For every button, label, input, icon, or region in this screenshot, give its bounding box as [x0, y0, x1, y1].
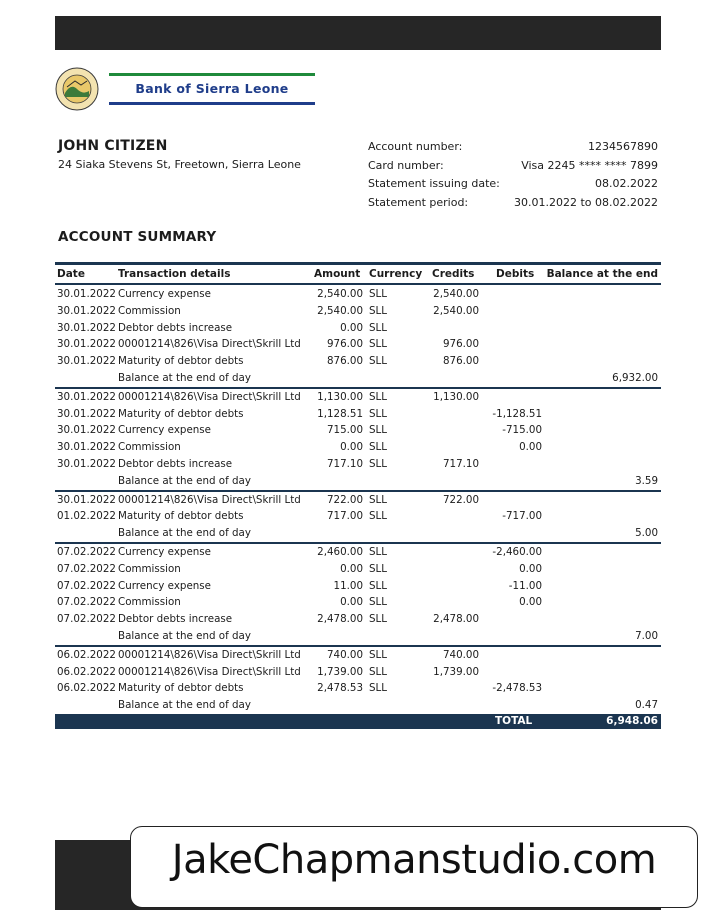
cell-details: Debtor debts increase: [118, 613, 233, 626]
cell-credits: 1,130.00: [433, 390, 479, 403]
cell-amount: 2,540.00: [317, 288, 363, 300]
cell-credits: 2,478.00: [433, 613, 479, 626]
info-value: Visa 2245 **** **** 7899: [521, 159, 658, 172]
cell-details: Balance at the end of day: [118, 474, 251, 487]
cell-currency: SLL: [369, 407, 388, 420]
info-label: Card number:: [368, 159, 444, 172]
header-credits: Credits: [432, 268, 475, 280]
cell-currency: SLL: [369, 613, 388, 626]
cell-amount: 2,478.00: [317, 613, 363, 626]
watermark-box: [130, 826, 698, 908]
cell-details: Balance at the end of day: [118, 629, 251, 642]
logo-green-line: [109, 73, 315, 76]
table-row: [55, 320, 661, 337]
cell-amount: 1,128.51: [317, 407, 363, 420]
cell-date: 07.02.2022: [57, 579, 116, 592]
cell-balance: 7.00: [635, 629, 658, 642]
total-value: 6,948.06: [606, 714, 658, 727]
cell-amount: 722.00: [326, 493, 363, 506]
cell-date: 30.01.2022: [57, 493, 116, 506]
table-row: [55, 647, 661, 664]
account-summary-title: ACCOUNT SUMMARY: [58, 229, 217, 245]
cell-details: 00001214\826\Visa Direct\Skrill Ltd: [118, 390, 301, 403]
cell-amount: 1,739.00: [317, 665, 363, 678]
cell-balance: 3.59: [635, 474, 658, 487]
cell-details: Balance at the end of day: [118, 371, 251, 384]
cell-debits: -1,128.51: [492, 407, 542, 420]
cell-credits: 717.10: [442, 457, 479, 470]
cell-amount: 2,460.00: [317, 545, 363, 558]
cell-credits: 1,739.00: [433, 665, 479, 678]
cell-details: Maturity of debtor debts: [118, 355, 244, 368]
cell-credits: 740.00: [442, 648, 479, 661]
cell-date: 30.01.2022: [57, 321, 116, 334]
cell-amount: 0.00: [340, 321, 363, 334]
info-value: 08.02.2022: [595, 177, 658, 190]
table-header-rule: [55, 283, 661, 285]
info-label: Account number:: [368, 140, 463, 153]
cell-details: Maturity of debtor debts: [118, 407, 244, 420]
cell-details: Balance at the end of day: [118, 699, 251, 712]
cell-currency: SLL: [369, 648, 388, 661]
cell-date: 30.01.2022: [57, 338, 116, 351]
cell-amount: 0.00: [340, 596, 363, 609]
info-label: Statement issuing date:: [368, 177, 500, 190]
table-row: [55, 456, 661, 473]
cell-credits: 2,540.00: [433, 288, 479, 300]
cell-balance: 6,932.00: [612, 371, 658, 384]
cell-debits: -11.00: [508, 579, 542, 592]
top-header-bar: [55, 16, 661, 50]
header-debits: Debits: [496, 268, 535, 280]
table-row: [55, 561, 661, 578]
account-holder-name: JOHN CITIZEN: [58, 138, 168, 154]
cell-amount: 2,478.53: [317, 682, 363, 695]
header-details: Transaction details: [118, 268, 231, 280]
cell-credits: 876.00: [442, 355, 479, 368]
table-row: [55, 664, 661, 681]
cell-details: Currency expense: [118, 288, 212, 300]
cell-currency: SLL: [369, 562, 388, 575]
table-body: [55, 286, 661, 729]
cell-date: 30.01.2022: [57, 304, 116, 317]
cell-date: 01.02.2022: [57, 510, 116, 523]
table-row: [55, 353, 661, 370]
cell-currency: SLL: [369, 424, 388, 437]
account-holder-address: 24 Siaka Stevens St, Freetown, Sierra Leone: [58, 158, 301, 171]
balance-row: [55, 628, 661, 645]
cell-details: Maturity of debtor debts: [118, 510, 244, 523]
table-row: [55, 492, 661, 509]
cell-details: Commission: [118, 596, 181, 609]
table-row: [55, 422, 661, 439]
table-row: [55, 594, 661, 611]
cell-debits: 0.00: [519, 596, 542, 609]
cell-amount: 976.00: [326, 338, 363, 351]
bank-logo: [109, 73, 315, 105]
cell-details: Currency expense: [118, 545, 212, 558]
info-card-number: [368, 159, 658, 175]
table-row: [55, 303, 661, 320]
cell-amount: 2,540.00: [317, 304, 363, 317]
cell-date: 30.01.2022: [57, 424, 116, 437]
cell-details: Balance at the end of day: [118, 527, 251, 540]
table-row: [55, 389, 661, 406]
cell-date: 30.01.2022: [57, 390, 116, 403]
cell-date: 06.02.2022: [57, 682, 116, 695]
cell-currency: SLL: [369, 545, 388, 558]
table-row: [55, 406, 661, 423]
cell-debits: -2,460.00: [492, 545, 542, 558]
cell-currency: SLL: [369, 493, 388, 506]
balance-row: [55, 525, 661, 542]
cell-amount: 717.10: [326, 457, 363, 470]
table-header: [55, 265, 661, 283]
cell-details: Currency expense: [118, 424, 212, 437]
cell-date: 07.02.2022: [57, 562, 116, 575]
bank-seal-icon: [55, 67, 99, 111]
cell-currency: SLL: [369, 441, 388, 454]
cell-credits: 2,540.00: [433, 304, 479, 317]
cell-currency: SLL: [369, 355, 388, 368]
info-value: 30.01.2022 to 08.02.2022: [514, 196, 658, 209]
table-row: [55, 544, 661, 561]
cell-amount: 0.00: [340, 441, 363, 454]
cell-details: 00001214\826\Visa Direct\Skrill Ltd: [118, 648, 301, 661]
cell-currency: SLL: [369, 665, 388, 678]
cell-debits: -2,478.53: [492, 682, 542, 695]
header-amount: Amount: [314, 268, 361, 280]
cell-currency: SLL: [369, 321, 388, 334]
cell-date: 06.02.2022: [57, 648, 116, 661]
info-value: 1234567890: [588, 140, 658, 153]
logo-blue-line: [109, 102, 315, 105]
cell-details: Maturity of debtor debts: [118, 682, 244, 695]
table-row: [55, 578, 661, 595]
balance-row: [55, 473, 661, 490]
cell-credits: 976.00: [442, 338, 479, 351]
cell-currency: SLL: [369, 304, 388, 317]
cell-currency: SLL: [369, 510, 388, 523]
cell-debits: -717.00: [502, 510, 542, 523]
cell-debits: -715.00: [502, 424, 542, 437]
cell-date: 30.01.2022: [57, 407, 116, 420]
header-currency: Currency: [369, 268, 423, 280]
cell-details: Debtor debts increase: [118, 321, 233, 334]
cell-amount: 0.00: [340, 562, 363, 575]
table-row: [55, 439, 661, 456]
cell-amount: 876.00: [326, 355, 363, 368]
balance-row: [55, 697, 661, 714]
cell-currency: SLL: [369, 457, 388, 470]
cell-currency: SLL: [369, 596, 388, 609]
cell-amount: 740.00: [326, 648, 363, 661]
cell-details: Debtor debts increase: [118, 457, 233, 470]
cell-amount: 11.00: [333, 579, 363, 592]
cell-date: 30.01.2022: [57, 288, 116, 300]
balance-row: [55, 370, 661, 387]
cell-details: 00001214\826\Visa Direct\Skrill Ltd: [118, 338, 301, 351]
total-label: TOTAL: [495, 714, 533, 727]
cell-details: 00001214\826\Visa Direct\Skrill Ltd: [118, 493, 301, 506]
cell-amount: 717.00: [326, 510, 363, 523]
cell-amount: 1,130.00: [317, 390, 363, 403]
cell-currency: SLL: [369, 390, 388, 403]
table-row: [55, 286, 661, 303]
info-statement-period: [368, 196, 658, 212]
cell-date: 30.01.2022: [57, 441, 116, 454]
cell-credits: 722.00: [442, 493, 479, 506]
cell-debits: 0.00: [519, 441, 542, 454]
cell-date: 06.02.2022: [57, 665, 116, 678]
cell-balance: 5.00: [635, 527, 658, 540]
cell-details: Currency expense: [118, 579, 212, 592]
table-row: [55, 508, 661, 525]
info-label: Statement period:: [368, 196, 469, 209]
cell-details: Commission: [118, 304, 181, 317]
cell-amount: 715.00: [326, 424, 363, 437]
cell-currency: SLL: [369, 288, 388, 300]
cell-date: 07.02.2022: [57, 545, 116, 558]
info-issuing-date: [368, 177, 658, 193]
header-date: Date: [57, 268, 85, 280]
header-balance: Balance at the end: [546, 268, 658, 280]
cell-date: 07.02.2022: [57, 613, 116, 626]
total-row: [55, 714, 661, 729]
cell-date: 07.02.2022: [57, 596, 116, 609]
info-account-number: [368, 140, 658, 156]
cell-date: 30.01.2022: [57, 355, 116, 368]
cell-details: 00001214\826\Visa Direct\Skrill Ltd: [118, 665, 301, 678]
table-row: [55, 336, 661, 353]
cell-balance: 0.47: [635, 699, 658, 712]
cell-currency: SLL: [369, 682, 388, 695]
cell-debits: 0.00: [519, 562, 542, 575]
watermark-text: JakeChapmanstudio.com: [171, 837, 657, 883]
cell-date: 30.01.2022: [57, 457, 116, 470]
cell-currency: SLL: [369, 338, 388, 351]
table-row: [55, 680, 661, 697]
cell-currency: SLL: [369, 579, 388, 592]
cell-details: Commission: [118, 441, 181, 454]
cell-details: Commission: [118, 562, 181, 575]
bank-name: Bank of Sierra Leone: [135, 81, 289, 96]
table-row: [55, 611, 661, 628]
